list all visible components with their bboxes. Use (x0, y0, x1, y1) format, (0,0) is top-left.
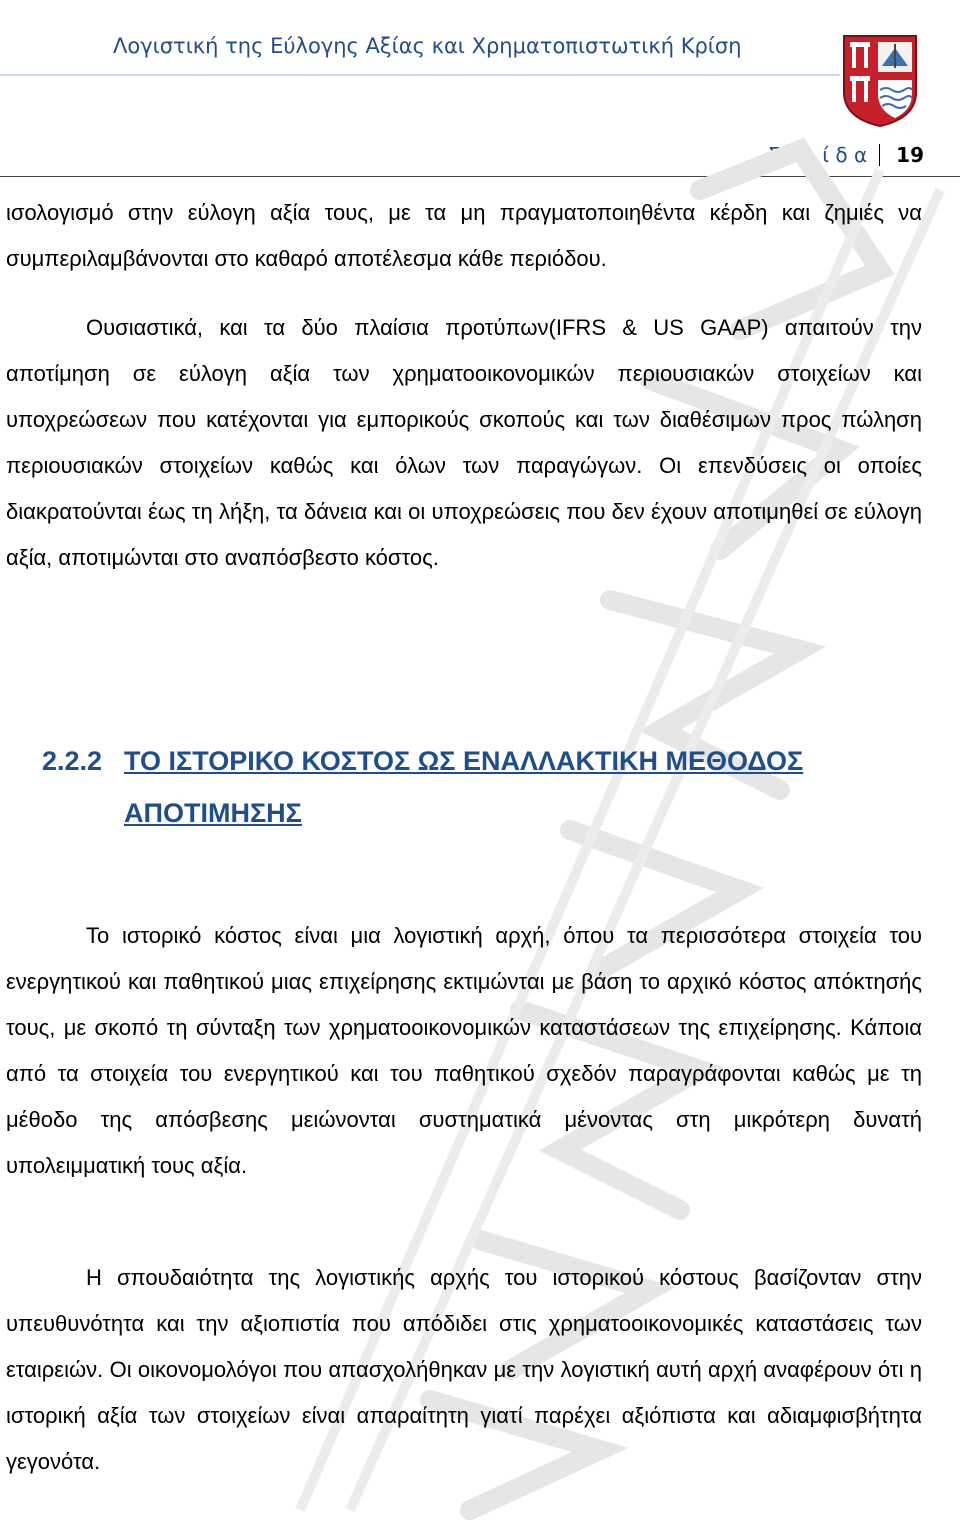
page-number: 19 (896, 143, 924, 167)
page-label-text: Σ ε λ ί δ α (767, 143, 868, 167)
page-number-label (768, 143, 924, 167)
paragraph-historical-cost-importance: Η σπουδαιότητα της λογιστικής αρχής του ιστορικού κόστους βασίζονταν στην υπευθυνότητα και την αξιοπιστία που απόδιδει στις χρηματοοικονομικές καταστάσεις των εταιρειών. Οι οικονομολόγοι που απασχολήθηκαν με την λογιστική αυτή αρχή αναφέρουν ότι η ιστορική αξία των στοιχείων είναι απαραίτητη γιατί παρέχει αξιόπιστα και αδιαμφισβήτητα γεγονότα. (6, 1265, 922, 1474)
paragraph-fair-value-frameworks: Ουσιαστικά, και τα δύο πλαίσια προτύπων(IFRS & US GAAP) απαιτούν την αποτίμηση σε εύλογη αξία των χρηματοοικονομικών περιουσιακών στοιχείων και υποχρεώσεων που κατέχονται για εμπορικούς σκοπούς και των διαθέσιμων προς πώληση περιουσιακών στοιχείων καθώς και όλων των παραγώγων. Οι επενδύσεις οι οποίες διακρατούνται έως τη λήξη, τα δάνεια και οι υποχρεώσεις που δεν έχουν αποτιμηθεί σε εύλογη αξία, αποτιμώνται στο αναπόσβεστο κόστος. (6, 315, 922, 570)
section-title-line2: ΑΠΟΤΙΜΗΣΗΣ (124, 798, 302, 828)
section-heading (42, 735, 922, 839)
header-divider (0, 74, 840, 76)
document-running-title: Λογιστική της Εύλογης Αξίας και Χρηματοπιστωτική Κρίση (113, 34, 742, 58)
section-title-line1: ΤΟ ΙΣΤΟΡΙΚΟ ΚΟΣΤΟΣ ΩΣ ΕΝΑΛΛΑΚΤΙΚΗ ΜΕΘΟΔΟΣ (124, 746, 804, 776)
university-crest-icon (842, 34, 918, 128)
paragraph-historical-cost: Το ιστορικό κόστος είναι μια λογιστική αρχή, όπου τα περισσότερα στοιχεία του ενεργητικού και παθητικού μιας επιχείρησης εκτιμώνται με βάση το αρχικό κόστος απόκτησής τους, με σκοπό τη σύνταξη των χρηματοοικονομικών καταστάσεων της επιχείρησης. Κάποια από τα στοιχεία του ενεργητικού και του παθητικού σχεδόν παραγράφονται καθώς με τη μέθοδο της απόσβεσης μειώνονται συστηματικά μένοντας στη μικρότερη δυνατή υπολειμματική τους αξία. (6, 923, 922, 1178)
paragraph-continuation: ισολογισμό στην εύλογη αξία τους, με τα μη πραγματοποιηθέντα κέρδη και ζημιές να συμπεριλαμβάνονται στο καθαρό αποτέλεσμα κάθε περιόδου. (6, 200, 922, 271)
page-divider (0, 176, 960, 177)
section-number: 2.2.2 (42, 746, 103, 776)
page-label-separator (879, 144, 880, 166)
